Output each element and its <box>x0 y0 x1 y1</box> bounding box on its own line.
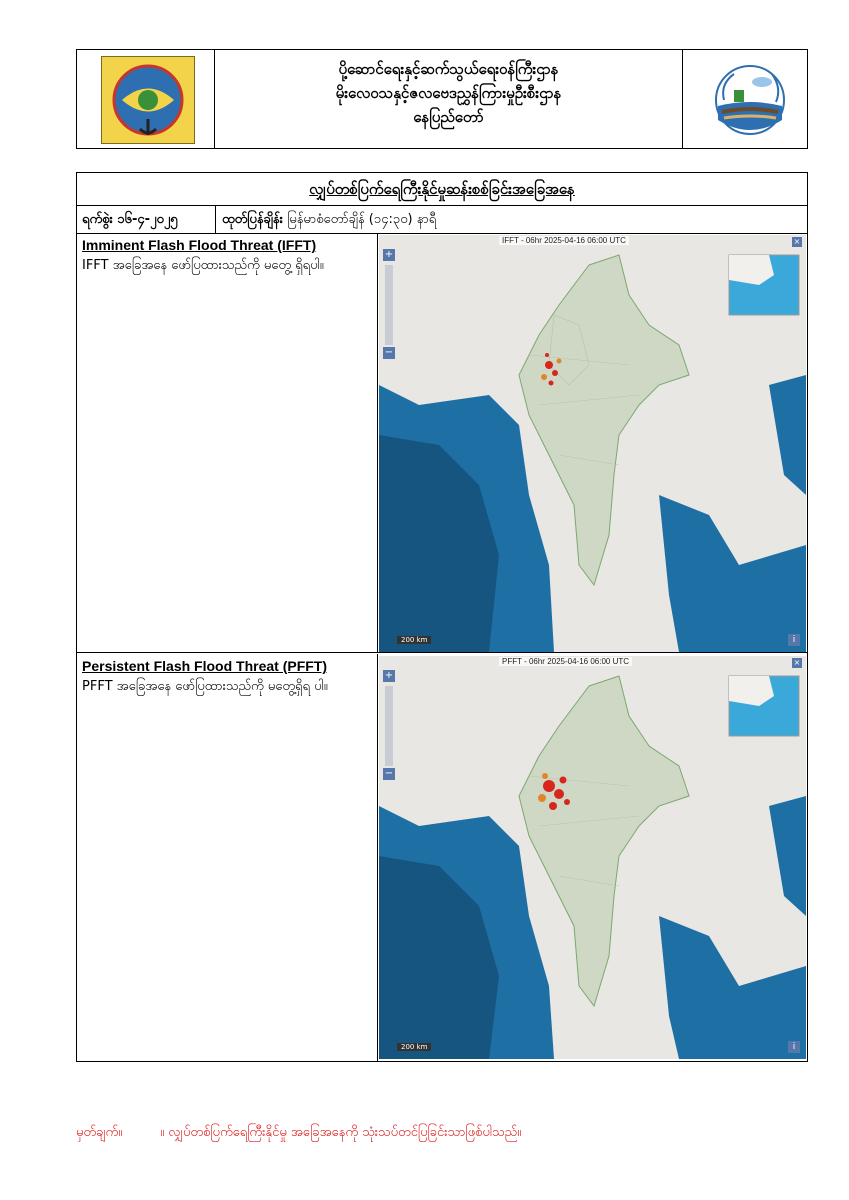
pfft-map-caption: PFFT - 06hr 2025-04-16 06:00 UTC <box>499 657 632 666</box>
department-emblem-icon <box>101 56 195 144</box>
ifft-description: IFFT အခြေအနေ ဖော်ပြထားသည်ကို မတွေ့ ရှိရပါ။ <box>82 258 324 273</box>
pfft-heading: Persistent Flash Flood Threat (PFFT) <box>82 658 328 674</box>
report-title: လျှပ်တစ်ပြက်ရေကြီးနိုင်မှုဆန်းစစ်ခြင်းအခြေအနေ <box>77 173 807 206</box>
left-logo-cell <box>77 50 215 148</box>
issue-time <box>222 206 436 233</box>
ifft-text-cell <box>77 233 378 652</box>
pfft-zoom-out-button[interactable]: − <box>384 768 394 779</box>
pfft-zoom-slider[interactable] <box>385 686 393 766</box>
pfft-description: PFFT အခြေအနေ ဖော်ပြထားသည်ကို မတွေ့ရှိရ ပါ။ <box>82 679 328 694</box>
ifft-heading: Imminent Flash Flood Threat (IFFT) <box>82 237 317 253</box>
pfft-map <box>379 656 806 1059</box>
footer-text: ။ လျှပ်တစ်ပြက်ရေကြီးနိုင်မှု အခြေအနေကို သုံးသပ်တင်ပြခြင်းသာဖြစ်ပါသည်။ <box>160 1125 522 1140</box>
ifft-info-icon[interactable]: i <box>788 634 800 646</box>
hydrological-cycle-icon <box>710 60 790 140</box>
ifft-map <box>379 235 806 652</box>
ifft-scale-bar: 200 km <box>397 636 431 644</box>
ifft-minimap-toggle[interactable]: × <box>793 237 801 246</box>
ifft-section <box>77 233 807 653</box>
date-row <box>77 206 807 234</box>
issue-value: မြန်မာစံတော်ချိန် (၁၄:၃၀) နာရီ <box>287 212 437 227</box>
footer-label: မှတ်ချက်။ <box>76 1125 123 1140</box>
city-name: နေပြည်တော် <box>413 108 484 126</box>
pfft-scale-bar: 200 km <box>397 1043 431 1051</box>
report-table <box>76 172 808 1062</box>
date-divider <box>215 206 216 233</box>
ifft-zoom-out-button[interactable]: − <box>384 347 394 358</box>
pfft-section <box>77 654 807 1061</box>
letterhead <box>76 49 808 149</box>
pfft-info-icon[interactable]: i <box>788 1041 800 1053</box>
issue-label: ထုတ်ပြန်ချိန်း <box>222 212 283 227</box>
department-name: မိုးလေဝသနှင့်ဇလဗေဒညွှန်ကြားမှုဦးစီးဌာန <box>335 84 562 102</box>
pfft-text-cell <box>77 654 378 1061</box>
pfft-zoom-in-button[interactable]: + <box>384 670 394 681</box>
ifft-zoom-slider[interactable] <box>385 265 393 345</box>
ifft-map-caption: IFFT - 06hr 2025-04-16 06:00 UTC <box>499 236 629 245</box>
footer-note <box>76 1124 521 1143</box>
pfft-minimap-toggle[interactable]: × <box>793 658 801 667</box>
ifft-zoom-in-button[interactable]: + <box>384 249 394 260</box>
ministry-name: ပို့ဆောင်ရေးနှင့်ဆက်သွယ်ရေးဝန်ကြီးဌာန <box>338 60 559 78</box>
header-title-cell <box>215 50 683 148</box>
report-date: ရက်စွဲး ၁၆-၄-၂၀၂၅ <box>82 212 178 227</box>
right-logo-cell <box>683 50 807 148</box>
